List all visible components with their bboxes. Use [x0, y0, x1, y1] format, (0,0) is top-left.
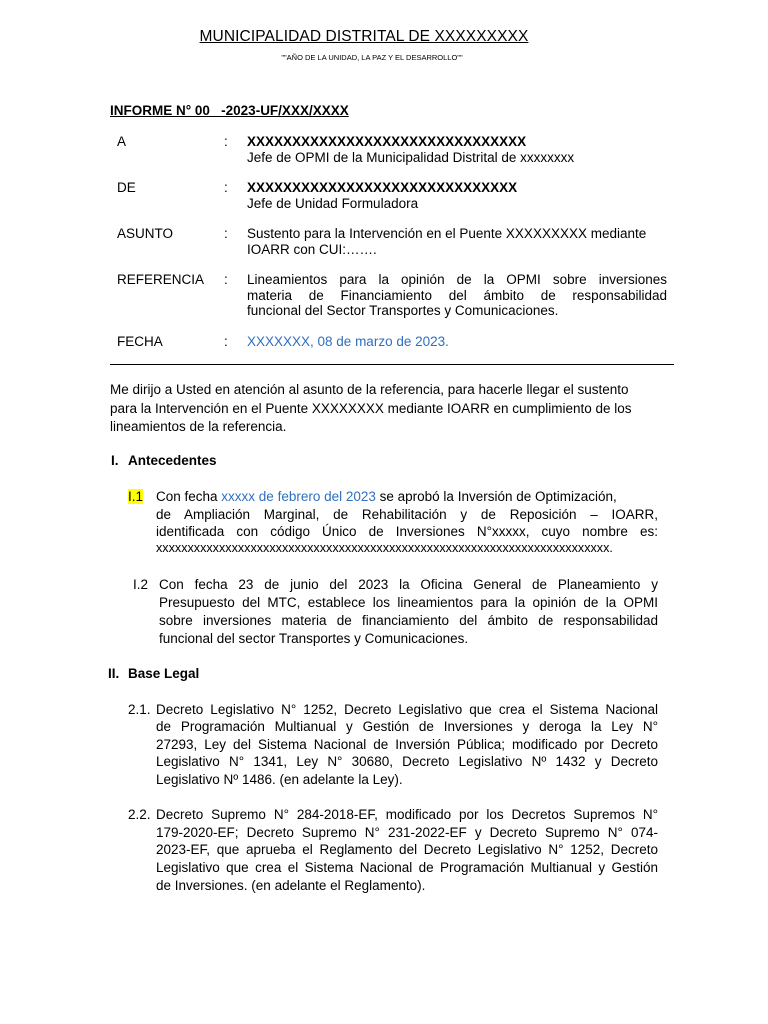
item-i1-pre: Con fecha	[156, 489, 222, 504]
field-asunto-line1: Sustento para la Intervención en el Puente XXXXXXXXX mediante	[247, 226, 647, 241]
intro-line3: lineamientos de la referencia.	[110, 419, 287, 434]
field-de-colon: :	[224, 180, 228, 195]
item-22-line3: 2023-EF, que aprueba el Reglamento del Decreto Legislativo N° 1252, Decreto	[156, 842, 658, 857]
item-22-line5: de Inversiones. (en adelante el Reglamento).	[156, 878, 426, 893]
item-22-number: 2.2.	[128, 807, 151, 822]
item-i1-line1	[156, 488, 658, 505]
item-i1-line3: identificada con código Único de Inversiones N°xxxxx, cuyo nombre es:	[156, 524, 658, 539]
field-de-role: Jefe de Unidad Formuladora	[247, 196, 419, 211]
item-i1-line2: de Ampliación Marginal, de Rehabilitación y de Reposición – IOARR,	[156, 507, 658, 522]
item-i1-number: I.1	[128, 489, 144, 504]
item-21-line1: Decreto Legislativo N° 1252, Decreto Legislativo que crea el Sistema Nacional	[156, 702, 658, 717]
field-fecha-colon: :	[224, 334, 228, 349]
field-asunto-colon: :	[224, 226, 228, 241]
item-i2-number: I.2	[133, 577, 149, 592]
item-22-line1: Decreto Supremo N° 284-2018-EF, modificado por los Decretos Supremos N°	[156, 807, 658, 822]
item-21-line2: de Programación Multianual y Gestión de Inversiones y deroga la Ley N°	[156, 719, 658, 734]
item-i2-line3: sobre inversiones materia de financiamiento del ámbito de responsabilidad	[159, 613, 658, 628]
field-de-name: XXXXXXXXXXXXXXXXXXXXXXXXXXXXXX	[247, 180, 518, 195]
section2-title: Base Legal	[128, 666, 200, 681]
field-referencia-colon: :	[224, 272, 228, 287]
item-22-line4: Legislativo que crea el Sistema Nacional de Programación Multianual y Gestión	[156, 860, 658, 875]
intro-line1: Me dirijo a Usted en atención al asunto de la referencia, para hacerle llegar el sustento	[110, 382, 629, 397]
item-i1-date: xxxxx de febrero del 2023	[221, 489, 376, 504]
item-21-line5: Legislativo Nº 1486. (en adelante la Ley).	[156, 772, 403, 787]
report-number: INFORME N° 00 -2023-UF/XXX/XXXX	[110, 103, 349, 118]
item-i2-line1: Con fecha 23 de junio del 2023 la Oficina General de Planeamiento y	[159, 577, 658, 592]
field-de-label: DE	[117, 180, 136, 195]
section1-title: Antecedentes	[128, 453, 217, 468]
item-i2-line2: Presupuesto del MTC, establece los lineamientos para la opinión de la OPMI	[159, 595, 658, 610]
item-i1-line4: xxxxxxxxxxxxxxxxxxxxxxxxxxxxxxxxxxxxxxxxxxxxxxxxxxxxxxxxxxxxxxxxxxxxxxxx.	[156, 541, 613, 555]
intro-line2: para la Intervención en el Puente XXXXXXXX mediante IOARR en cumplimiento de los	[110, 401, 632, 416]
field-referencia-line1: Lineamientos para la opinión de la OPMI sobre inversiones	[247, 272, 667, 287]
field-referencia-line2: materia de Financiamiento del ámbito de responsabilidad	[247, 288, 667, 303]
item-i1-post: se aprobó la Inversión de Optimización,	[375, 489, 617, 504]
field-a-name: XXXXXXXXXXXXXXXXXXXXXXXXXXXXXXX	[247, 134, 527, 149]
item-22-line2: 179-2020-EF; Decreto Supremo N° 231-2022-EF y Decreto Supremo N° 074-	[156, 825, 658, 840]
item-21-line3: 27293, Ley del Sistema Nacional de Inversión Pública; modificado por Decreto	[156, 737, 658, 752]
field-referencia-label: REFERENCIA	[117, 272, 205, 287]
field-asunto-label: ASUNTO	[117, 226, 174, 241]
item-i2-line4: funcional del sector Transportes y Comunicaciones.	[159, 631, 469, 646]
field-fecha-value: XXXXXXX, 08 de marzo de 2023.	[247, 334, 449, 349]
field-a-role: Jefe de OPMI de la Municipalidad Distrital de xxxxxxxx	[247, 150, 575, 165]
field-referencia-line3: funcional del Sector Transportes y Comunicaciones.	[247, 303, 559, 318]
year-motto: ""AÑO DE LA UNIDAD, LA PAZ Y EL DESARROLLO""	[281, 53, 463, 62]
field-asunto-line2: IOARR con CUI:…….	[247, 242, 377, 257]
item-21-number: 2.1.	[128, 702, 151, 717]
header-divider	[110, 364, 674, 365]
field-a-label: A	[117, 134, 127, 149]
field-a-colon: :	[224, 134, 228, 149]
field-fecha-label: FECHA	[117, 334, 163, 349]
section2-number: II.	[108, 666, 120, 681]
item-21-line4: Legislativo N° 1341, Ley N° 30680, Decreto Legislativo Nº 1432 y Decreto	[156, 754, 658, 769]
section1-number: I.	[111, 453, 119, 468]
municipality-title: MUNICIPALIDAD DISTRITAL DE XXXXXXXXX	[199, 28, 529, 45]
